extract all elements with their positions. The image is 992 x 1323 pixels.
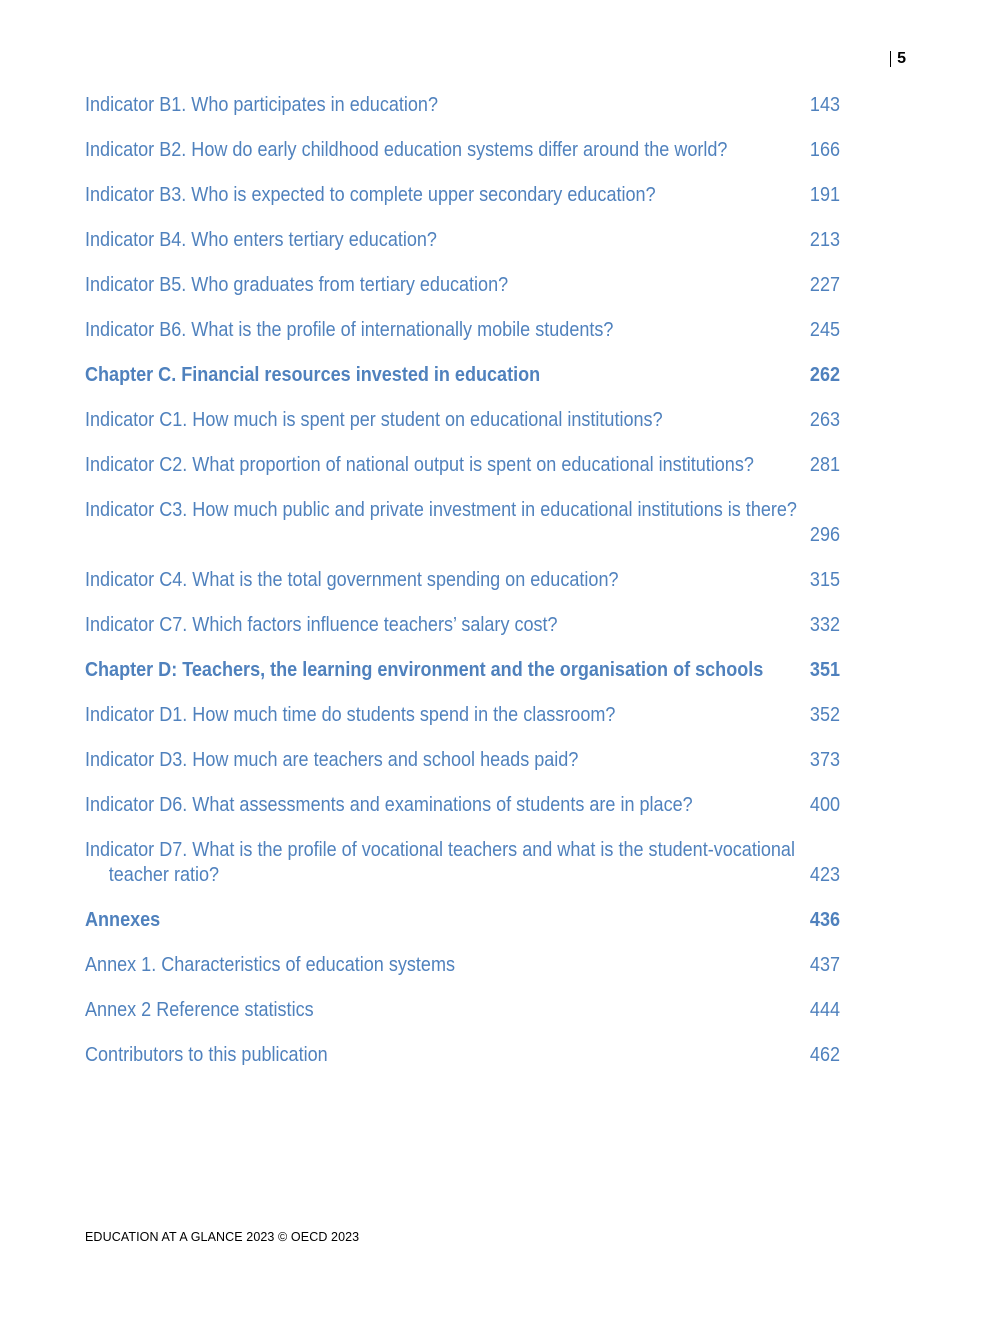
toc-entry[interactable] xyxy=(85,1042,840,1067)
toc-entry-title: Indicator D6. What assessments and examinations of students are in place? xyxy=(85,793,693,816)
toc-entry-page: 315 xyxy=(809,568,841,591)
toc-entry-title: Indicator D7. What is the profile of vocational teachers and what is the student-vocational teacher ratio? xyxy=(85,838,795,886)
toc-entry[interactable] xyxy=(85,272,840,297)
toc-entry-page: 263 xyxy=(809,408,841,431)
toc-entry-page: 444 xyxy=(809,998,841,1021)
toc-entry-page: 351 xyxy=(809,658,841,681)
toc-entry[interactable] xyxy=(85,952,840,977)
toc-entry[interactable] xyxy=(85,567,840,592)
toc-chapter-entry[interactable] xyxy=(85,657,840,682)
toc-entry-title: Indicator C3. How much public and private investment in educational institutions is there? xyxy=(85,498,797,521)
toc-entry-title: Contributors to this publication xyxy=(85,1043,328,1066)
toc-entry-title: Chapter D: Teachers, the learning environment and the organisation of schools xyxy=(85,658,764,681)
toc-entry-page: 227 xyxy=(809,273,841,296)
page-header xyxy=(890,50,906,68)
toc-entry-page: 296 xyxy=(809,523,841,546)
toc-entry[interactable] xyxy=(85,407,840,432)
toc-chapter-entry[interactable] xyxy=(85,362,840,387)
toc-entry-page: 166 xyxy=(809,138,841,161)
toc-entry-page: 400 xyxy=(809,793,841,816)
footer-copyright: EDUCATION AT A GLANCE 2023 © OECD 2023 xyxy=(85,1230,360,1244)
toc-entry[interactable] xyxy=(85,612,840,637)
toc-entry[interactable] xyxy=(85,702,840,727)
toc-entry[interactable] xyxy=(85,137,840,162)
toc-entry[interactable] xyxy=(85,92,840,117)
toc-entry-title: Indicator B6. What is the profile of internationally mobile students? xyxy=(85,318,614,341)
toc-entry[interactable] xyxy=(85,452,840,477)
toc-entry-title: Annex 2 Reference statistics xyxy=(85,998,314,1021)
toc-entry-title: Annexes xyxy=(85,908,161,931)
toc-entry-page: 373 xyxy=(809,748,841,771)
toc-entry[interactable] xyxy=(85,497,840,547)
toc-entry-page: 213 xyxy=(809,228,841,251)
toc-entry-title: Indicator C7. Which factors influence teachers’ salary cost? xyxy=(85,613,558,636)
toc-entry-page: 262 xyxy=(809,363,841,386)
toc-entry-title: Indicator B2. How do early childhood education systems differ around the world? xyxy=(85,138,728,161)
toc-entry[interactable] xyxy=(85,997,840,1022)
toc-entry-page: 191 xyxy=(809,183,841,206)
toc-entry-title: Indicator D3. How much are teachers and school heads paid? xyxy=(85,748,579,771)
toc-entry[interactable] xyxy=(85,227,840,252)
toc-entry-title: Indicator C4. What is the total government spending on education? xyxy=(85,568,619,591)
table-of-contents xyxy=(85,92,840,1087)
toc-entry[interactable] xyxy=(85,837,840,887)
toc-entry[interactable] xyxy=(85,182,840,207)
toc-entry-title: Indicator C1. How much is spent per student on educational institutions? xyxy=(85,408,663,431)
toc-chapter-entry[interactable] xyxy=(85,907,840,932)
toc-entry-title: Indicator B1. Who participates in education? xyxy=(85,93,438,116)
toc-entry-title: Indicator D1. How much time do students spend in the classroom? xyxy=(85,703,616,726)
toc-entry-page: 437 xyxy=(809,953,841,976)
toc-entry-title: Indicator B5. Who graduates from tertiary education? xyxy=(85,273,509,296)
toc-entry-title: Indicator C2. What proportion of national output is spent on educational institutions? xyxy=(85,453,754,476)
toc-entry[interactable] xyxy=(85,747,840,772)
header-rule xyxy=(890,51,891,67)
toc-entry-title: Indicator B3. Who is expected to complete upper secondary education? xyxy=(85,183,656,206)
toc-entry-page: 462 xyxy=(809,1043,841,1066)
toc-entry-page: 436 xyxy=(809,908,841,931)
toc-entry[interactable] xyxy=(85,317,840,342)
toc-entry[interactable] xyxy=(85,792,840,817)
page-number: 5 xyxy=(897,50,906,67)
toc-entry-title: Annex 1. Characteristics of education systems xyxy=(85,953,455,976)
toc-entry-title: Chapter C. Financial resources invested in education xyxy=(85,363,541,386)
toc-entry-page: 245 xyxy=(809,318,841,341)
toc-entry-title: Indicator B4. Who enters tertiary education? xyxy=(85,228,437,251)
toc-entry-page: 143 xyxy=(809,93,841,116)
toc-entry-page: 332 xyxy=(809,613,841,636)
toc-entry-page: 281 xyxy=(809,453,841,476)
toc-entry-page: 423 xyxy=(809,863,841,886)
toc-entry-page: 352 xyxy=(809,703,841,726)
